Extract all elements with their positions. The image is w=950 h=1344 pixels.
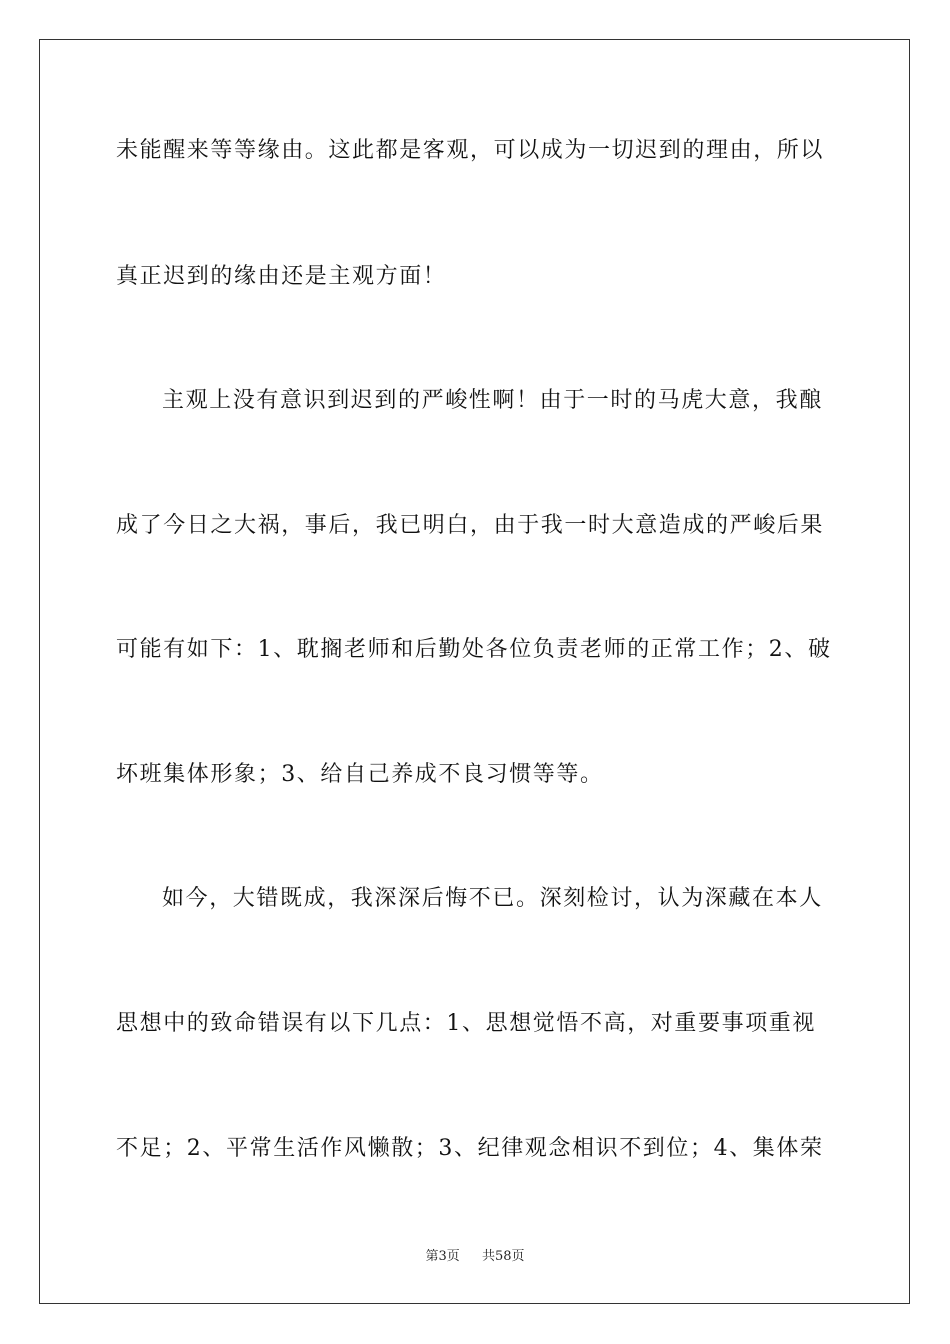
body-text-line: 真正迟到的缘由还是主观方面！ [116, 264, 447, 289]
body-text-line: 未能醒来等等缘由。这此都是客观，可以成为一切迟到的理由，所以 [116, 138, 825, 163]
page-footer [0, 1249, 950, 1265]
body-text-line: 思想中的致命错误有以下几点：1、思想觉悟不高，对重要事项重视 [116, 1011, 816, 1036]
paragraph-first-line: 如今，大错既成，我深深后悔不已。深刻检讨，认为深藏在本人 [162, 886, 823, 911]
paragraph-first-line: 主观上没有意识到迟到的严峻性啊！由于一时的马虎大意，我酿 [162, 388, 823, 413]
body-text-line: 可能有如下：1、耽搁老师和后勤处各位负责老师的正常工作；2、破 [116, 637, 832, 662]
body-text-line: 坏班集体形象；3、给自己养成不良习惯等等。 [116, 762, 604, 787]
page-border [39, 39, 910, 1304]
page-number: 第3页 [425, 1249, 460, 1264]
body-text-line: 不足；2、平常生活作风懒散；3、纪律观念相识不到位；4、集体荣 [116, 1136, 824, 1161]
body-text-line: 成了今日之大祸，事后，我已明白，由于我一时大意造成的严峻后果 [116, 513, 825, 538]
total-pages: 共58页 [482, 1249, 525, 1264]
